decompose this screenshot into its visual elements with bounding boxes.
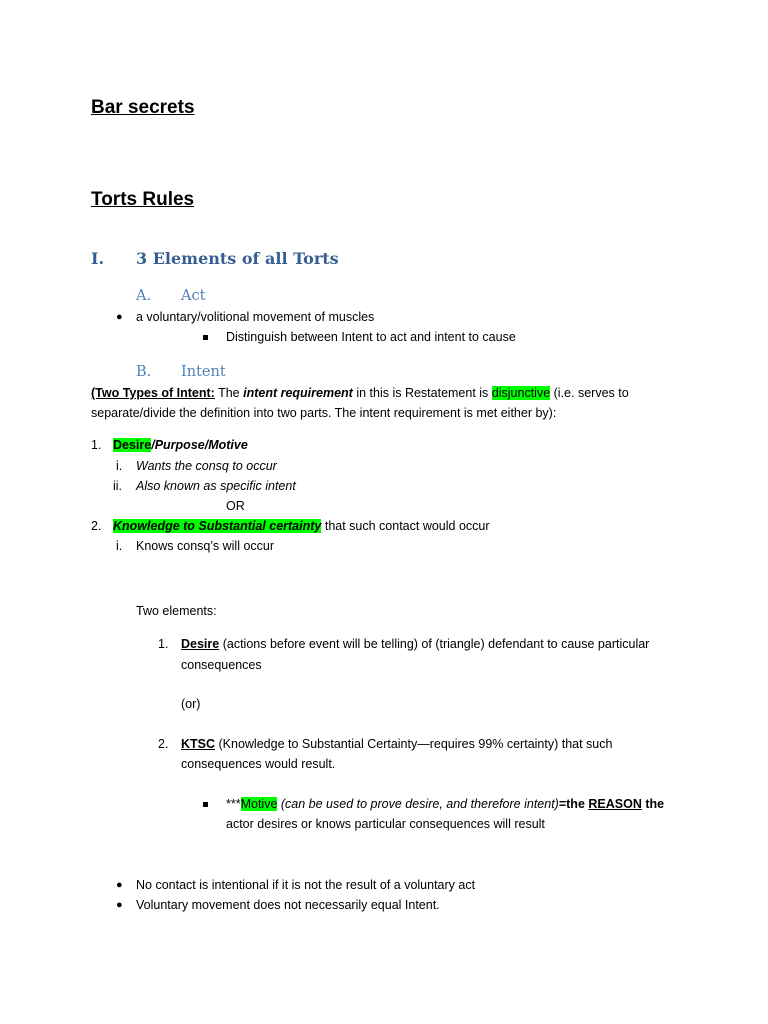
text-run: The [214,386,244,400]
bullet-icon: ● [116,899,123,911]
final-bullet-1: No contact is intentional if it is not the result of a voluntary act [136,878,476,892]
text-run: in this is Restatement is [352,386,492,400]
element-1-line1 [181,636,649,652]
element-2-line2: consequences would result. [181,757,336,771]
text-run: that such contact would occur [321,519,490,533]
reason-term: REASON [588,797,642,811]
final-bullet-2: Voluntary movement does not necessarily equal Intent. [136,898,440,912]
element-1-number: 1. [158,637,169,651]
intent-requirement-term: intent requirement [243,386,353,400]
section-numeral: I. [91,249,105,268]
section-heading: 3 Elements of all Torts [136,249,339,268]
document-title: Bar secrets [91,97,195,118]
list-item-1-i-number: i. [116,459,123,473]
list-item-2-i-number: i. [116,539,123,553]
intent-paragraph-line2: separate/divide the definition into two parts. The intent requirement is met either by): [91,406,557,420]
highlight-ktsc: Knowledge to Substantial certainty [113,519,322,533]
list-item-2-i: Knows consq’s will occur [136,539,275,553]
list-item-1-number: 1. [91,438,102,452]
subsection-a-heading: Act [181,288,206,304]
text-run: (i.e. serves to [550,386,629,400]
or-text: (or) [181,697,201,711]
list-item-1-ii: Also known as specific intent [136,479,296,493]
text-run: (actions before event will be telling) of (triangle) defendant to cause particular [219,637,650,651]
list-item-2-number: 2. [91,519,102,533]
subsection-a-letter: A. [136,288,152,304]
motive-line2: actor desires or knows particular consequences will result [226,817,545,831]
list-item-2 [113,518,490,534]
element-2-number: 2. [158,737,169,751]
act-bullet-text: a voluntary/volitional movement of muscles [136,310,375,324]
text-run: (Knowledge to Substantial Certainty—requires 99% certainty) that such [215,737,613,751]
highlight-motive: Motive [240,797,278,811]
or-separator: OR [226,499,245,513]
highlight-disjunctive: disjunctive [491,386,551,400]
two-elements-label: Two elements: [136,604,217,618]
list-item-1-i: Wants the consq to occur [136,459,277,473]
text-run: (can be used to prove desire, and therefore intent) [277,797,559,811]
subsection-b-letter: B. [136,364,152,380]
ktsc-term: KTSC [181,737,216,751]
list-item-1-ii-number: ii. [113,479,123,493]
motive-line1 [226,796,664,812]
intent-label: (Two Types of Intent: [91,386,215,400]
square-bullet-icon [203,329,208,345]
text-run: *** [226,797,241,811]
highlight-desire: Desire [113,438,152,452]
list-item-1 [113,437,248,453]
bullet-icon: ● [116,879,123,891]
document-subtitle: Torts Rules [91,189,195,210]
desire-term: Desire [181,637,220,651]
element-1-line2: consequences [181,658,262,672]
element-2-line1 [181,736,612,752]
act-sub-bullet-text: Distinguish between Intent to act and intent to cause [226,330,516,344]
intent-paragraph-line1 [91,385,629,401]
bullet-icon: ● [116,311,123,323]
text-run: /Purpose/Motive [151,438,248,452]
text-run: =the [558,797,589,811]
subsection-b-heading: Intent [181,364,226,380]
square-bullet-icon [203,796,208,812]
text-run: the [641,797,665,811]
